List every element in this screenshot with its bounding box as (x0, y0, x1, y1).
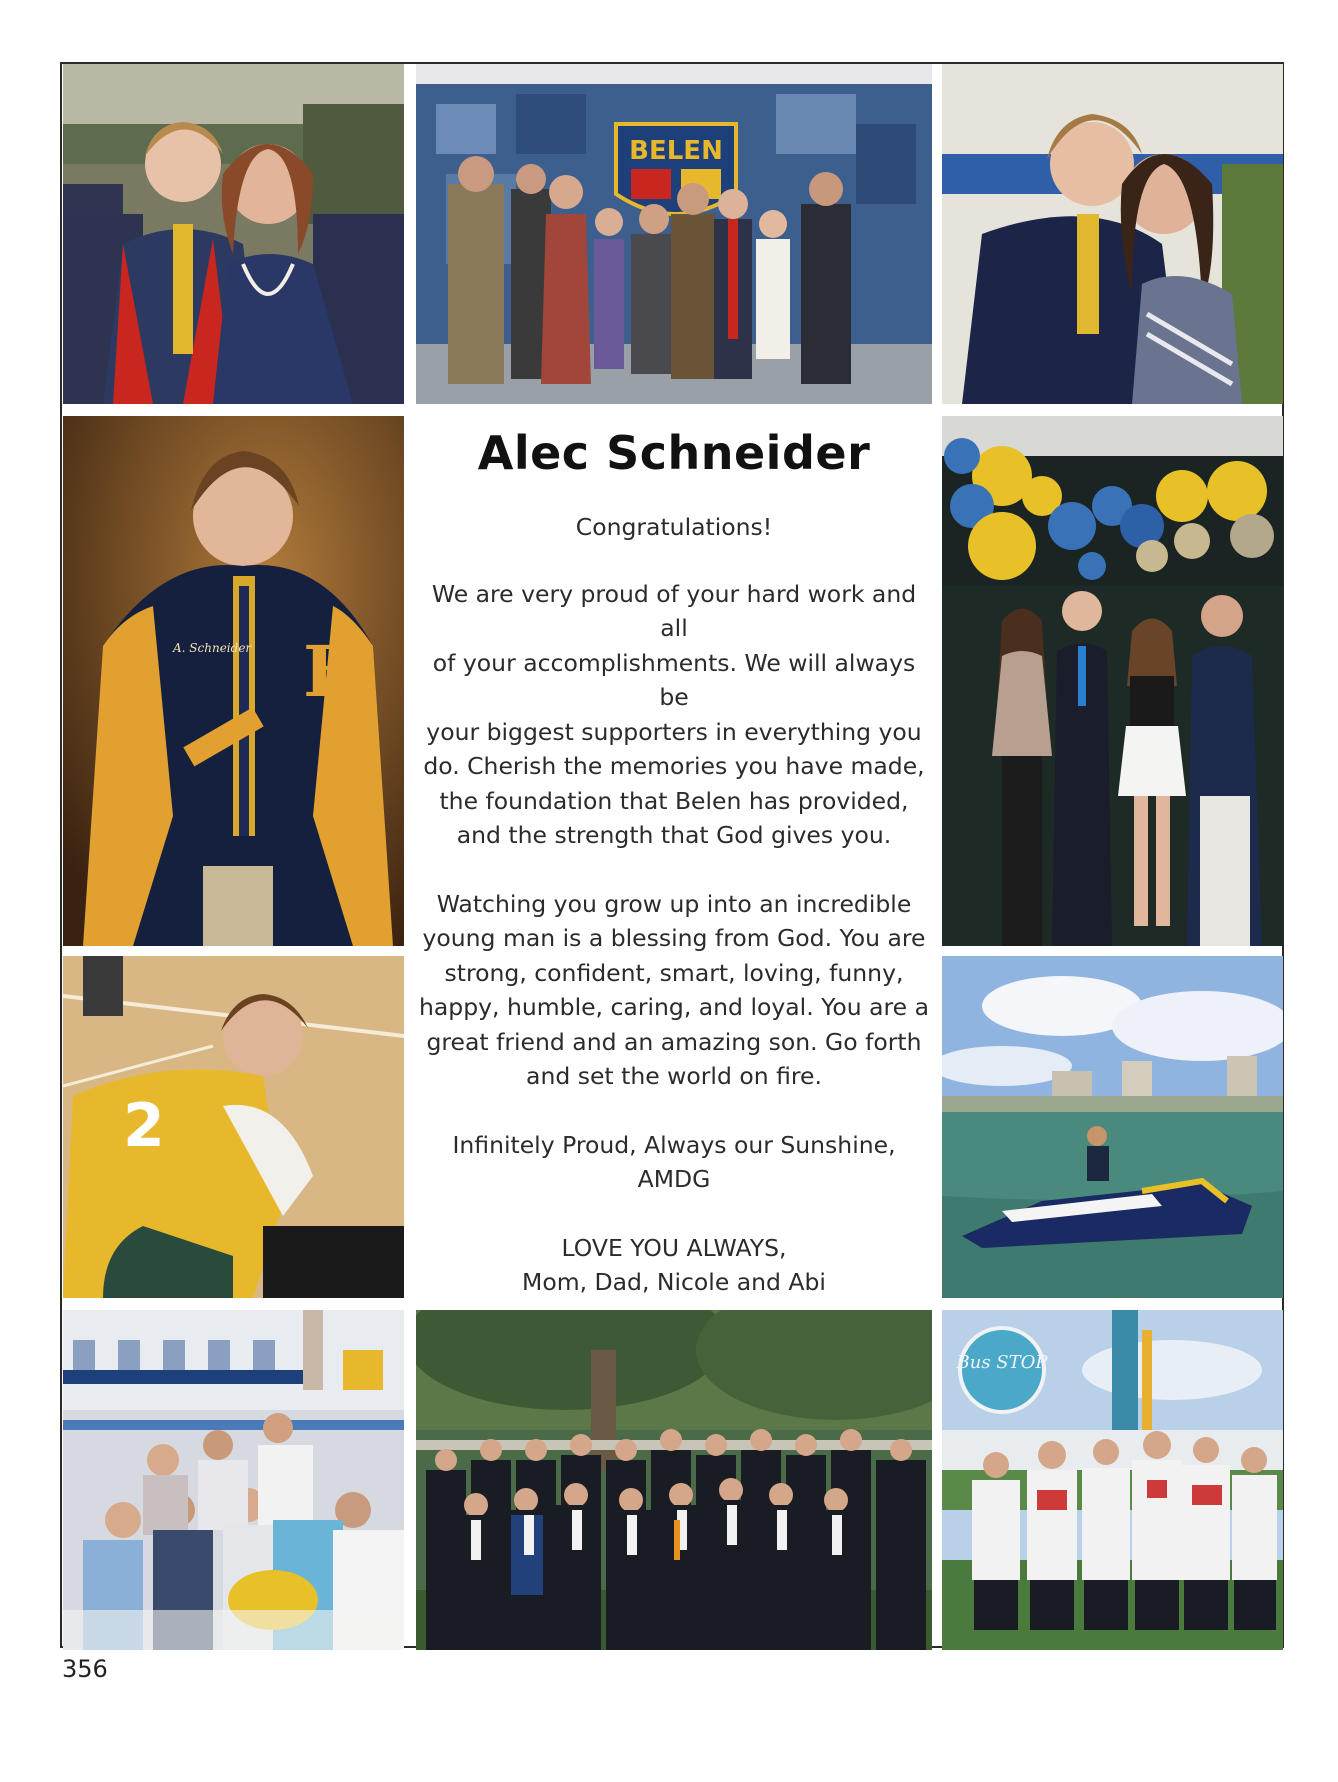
paragraph-line: the foundation that Belen has provided, (439, 786, 909, 815)
closing-line: AMDG (637, 1165, 711, 1193)
tribute-message (416, 416, 932, 1298)
photo-classmates-group (416, 1310, 932, 1650)
paragraph-line: We are very proud of your hard work and all (431, 579, 917, 642)
paragraph-line: great friend and an amazing son. Go forth (426, 1027, 922, 1056)
paragraph-line: and set the world on fire. (526, 1062, 822, 1090)
photo-family-party-balloons (942, 416, 1283, 946)
paragraph-line: of your accomplishments. We will always be (432, 648, 916, 711)
paragraph-line: and the strength that God gives you. (456, 821, 892, 849)
paragraph-pride (416, 577, 932, 853)
closing-signature (416, 1231, 932, 1300)
signature-line: Mom, Dad, Nicole and Abi (522, 1268, 826, 1296)
photo-friends-banquet (63, 1310, 404, 1650)
svg-text:B: B (303, 630, 363, 713)
jersey-number-text: 2 (123, 1091, 165, 1161)
tribute-title: Alec Schneider (477, 426, 871, 480)
paragraph-line: do. Cherish the memories you have made, (423, 752, 925, 780)
paragraph-line: your biggest supporters in everything you (426, 717, 922, 746)
paragraph-line: happy, humble, caring, and loyal. You are a (419, 993, 929, 1021)
photo-basketball-player (63, 956, 404, 1298)
belen-sign-text: BELEN (629, 136, 723, 166)
photo-jet-ski (942, 956, 1283, 1298)
page-number: 356 (62, 1655, 108, 1683)
bus-stop-sign-text: Bus STOP (956, 1352, 1048, 1373)
photo-letterman-jacket-portrait (63, 416, 404, 946)
closing-line: Infinitely Proud, Always our Sunshine, (452, 1130, 896, 1159)
photo-student-with-grandmother (63, 64, 404, 404)
photo-family-belen-mural (416, 64, 932, 404)
paragraph-line: strong, confident, smart, loving, funny, (444, 958, 904, 987)
greeting-text: Congratulations! (575, 513, 773, 541)
paragraph-blessing (416, 887, 932, 1094)
photo-friends-bus-stop (942, 1310, 1283, 1650)
closing-line: LOVE YOU ALWAYS, (561, 1233, 787, 1262)
paragraph-line: Watching you grow up into an incredible (436, 889, 912, 918)
paragraph-line: young man is a blessing from God. You are (422, 924, 926, 952)
closing-sunshine (416, 1128, 932, 1197)
jacket-name-text: A. Schneider (173, 641, 252, 655)
photo-student-with-mother (942, 64, 1283, 404)
